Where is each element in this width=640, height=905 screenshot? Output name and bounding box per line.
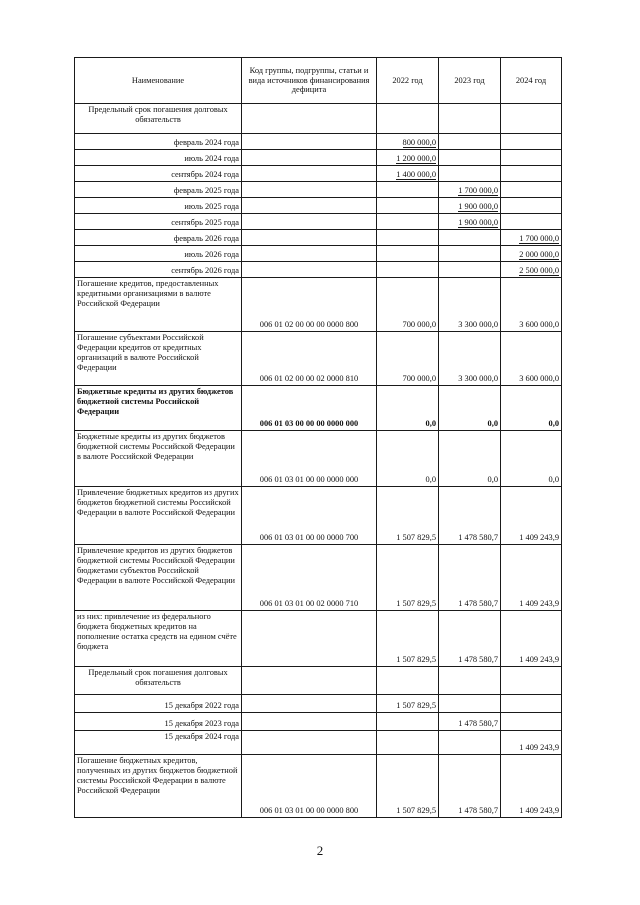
row-2024 xyxy=(501,182,562,198)
row-code xyxy=(242,246,377,262)
table-row xyxy=(75,431,562,487)
row-code: 006 01 02 00 00 02 0000 810 xyxy=(242,332,377,386)
row-2023 xyxy=(439,166,501,182)
row-2022 xyxy=(377,713,439,731)
row-name: июль 2026 года xyxy=(75,246,242,262)
row-code xyxy=(242,611,377,667)
row-2024 xyxy=(501,713,562,731)
row-2023: 1 700 000,0 xyxy=(439,182,501,198)
table-row xyxy=(75,230,562,246)
row-2024: 1 409 243,9 xyxy=(501,611,562,667)
table-header-row xyxy=(75,58,562,104)
page-number: 2 xyxy=(316,843,324,858)
table-row xyxy=(75,262,562,278)
row-2023: 1 478 580,7 xyxy=(439,713,501,731)
row-code: 006 01 03 01 00 02 0000 710 xyxy=(242,545,377,611)
row-2022 xyxy=(377,198,439,214)
row-2023 xyxy=(439,731,501,755)
row-2023: 1 900 000,0 xyxy=(439,198,501,214)
row-name: Предельный срок погашения долговых обязательств xyxy=(75,104,242,134)
row-2022 xyxy=(377,230,439,246)
table-row xyxy=(75,182,562,198)
table-row xyxy=(75,278,562,332)
row-2023 xyxy=(439,246,501,262)
row-2023 xyxy=(439,230,501,246)
table-row xyxy=(75,214,562,230)
row-code xyxy=(242,230,377,246)
row-2022 xyxy=(377,731,439,755)
row-name: Привлечение кредитов из других бюджетов бюджетной системы Российской Федерации бюджетами субъектов Российской Федерации в валюте Российской Федерации xyxy=(75,545,242,611)
header-year-2024: 2024 год xyxy=(501,58,562,104)
row-name: из них: привлечение из федерального бюджета бюджетных кредитов на пополнение остатка средств на едином счёте бюджета xyxy=(75,611,242,667)
row-2024: 1 700 000,0 xyxy=(501,230,562,246)
header-year-2022: 2022 год xyxy=(377,58,439,104)
row-2023: 3 300 000,0 xyxy=(439,332,501,386)
row-2024 xyxy=(501,695,562,713)
table-row xyxy=(75,713,562,731)
row-2024 xyxy=(501,104,562,134)
row-2022 xyxy=(377,246,439,262)
row-2022 xyxy=(377,104,439,134)
row-2023 xyxy=(439,262,501,278)
row-2022: 0,0 xyxy=(377,386,439,431)
row-code: 006 01 03 01 00 00 0000 000 xyxy=(242,431,377,487)
row-code: 006 01 02 00 00 00 0000 800 xyxy=(242,278,377,332)
row-code: 006 01 03 01 00 00 0000 700 xyxy=(242,487,377,545)
table-row xyxy=(75,332,562,386)
row-2024: 0,0 xyxy=(501,386,562,431)
row-2024: 3 600 000,0 xyxy=(501,332,562,386)
row-2024: 1 409 243,9 xyxy=(501,755,562,818)
row-2022: 1 507 829,5 xyxy=(377,611,439,667)
row-2023: 0,0 xyxy=(439,386,501,431)
row-name: Привлечение бюджетных кредитов из других бюджетов бюджетной системы Российской Федерации в валюте Российской Федерации xyxy=(75,487,242,545)
row-2023 xyxy=(439,104,501,134)
row-name: Бюджетные кредиты из других бюджетов бюджетной системы Российской Федерации xyxy=(75,386,242,431)
row-2024: 1 409 243,9 xyxy=(501,487,562,545)
row-name: сентябрь 2025 года xyxy=(75,214,242,230)
row-2022: 0,0 xyxy=(377,431,439,487)
row-name: 15 декабря 2022 года xyxy=(75,695,242,713)
row-2024: 2 500 000,0 xyxy=(501,262,562,278)
row-2024: 0,0 xyxy=(501,431,562,487)
row-2023: 1 478 580,7 xyxy=(439,487,501,545)
table-row xyxy=(75,545,562,611)
row-2022: 1 507 829,5 xyxy=(377,695,439,713)
row-2022 xyxy=(377,182,439,198)
row-name: Погашение бюджетных кредитов, полученных из других бюджетов бюджетной системы Российской Федерации в валюте Российской Федерации xyxy=(75,755,242,818)
row-name: Бюджетные кредиты из других бюджетов бюджетной системы Российской Федерации в валюте Российской Федерации xyxy=(75,431,242,487)
row-2022 xyxy=(377,262,439,278)
row-2023: 3 300 000,0 xyxy=(439,278,501,332)
row-name: февраль 2025 года xyxy=(75,182,242,198)
row-2022: 700 000,0 xyxy=(377,278,439,332)
header-year-2023: 2023 год xyxy=(439,58,501,104)
row-name: сентябрь 2026 года xyxy=(75,262,242,278)
table-row xyxy=(75,487,562,545)
row-code xyxy=(242,713,377,731)
row-code xyxy=(242,262,377,278)
row-code xyxy=(242,214,377,230)
row-2022: 800 000,0 xyxy=(377,134,439,150)
row-2023: 0,0 xyxy=(439,431,501,487)
header-code: Код группы, подгруппы, статьи и вида источников финансирования дефицита xyxy=(242,58,377,104)
table-row xyxy=(75,246,562,262)
table-row xyxy=(75,134,562,150)
row-2024 xyxy=(501,166,562,182)
table-row xyxy=(75,611,562,667)
row-code xyxy=(242,667,377,695)
row-2024: 1 409 243,9 xyxy=(501,545,562,611)
row-2023: 1 900 000,0 xyxy=(439,214,501,230)
table-row xyxy=(75,695,562,713)
row-2023: 1 478 580,7 xyxy=(439,545,501,611)
row-2024 xyxy=(501,667,562,695)
row-2024 xyxy=(501,150,562,166)
table-row xyxy=(75,755,562,818)
header-name: Наименование xyxy=(75,58,242,104)
row-2023 xyxy=(439,134,501,150)
row-name: 15 декабря 2023 года xyxy=(75,713,242,731)
table-row xyxy=(75,667,562,695)
row-code xyxy=(242,731,377,755)
row-code xyxy=(242,166,377,182)
row-2024 xyxy=(501,214,562,230)
row-2023 xyxy=(439,667,501,695)
table-row xyxy=(75,198,562,214)
row-2023 xyxy=(439,150,501,166)
row-code xyxy=(242,134,377,150)
row-2024: 1 409 243,9 xyxy=(501,731,562,755)
row-2022 xyxy=(377,667,439,695)
row-code xyxy=(242,104,377,134)
row-code: 006 01 03 01 00 00 0000 800 xyxy=(242,755,377,818)
row-2022: 700 000,0 xyxy=(377,332,439,386)
row-2022: 1 200 000,0 xyxy=(377,150,439,166)
row-name: Погашение субъектами Российской Федерации кредитов от кредитных организаций в валюте Российской Федерации xyxy=(75,332,242,386)
row-name: 15 декабря 2024 года xyxy=(75,731,242,755)
row-name: Предельный срок погашения долговых обязательств xyxy=(75,667,242,695)
row-code xyxy=(242,150,377,166)
row-name: февраль 2024 года xyxy=(75,134,242,150)
table-row xyxy=(75,150,562,166)
table-row xyxy=(75,166,562,182)
row-2022: 1 400 000,0 xyxy=(377,166,439,182)
row-2024 xyxy=(501,134,562,150)
row-2024: 2 000 000,0 xyxy=(501,246,562,262)
row-2023 xyxy=(439,695,501,713)
row-name: Погашение кредитов, предоставленных кредитными организациями в валюте Российской Федерации xyxy=(75,278,242,332)
row-name: июль 2025 года xyxy=(75,198,242,214)
table-row xyxy=(75,386,562,431)
row-code: 006 01 03 00 00 00 0000 000 xyxy=(242,386,377,431)
row-name: июль 2024 года xyxy=(75,150,242,166)
row-code xyxy=(242,695,377,713)
row-2023: 1 478 580,7 xyxy=(439,611,501,667)
row-2023: 1 478 580,7 xyxy=(439,755,501,818)
table-row xyxy=(75,731,562,755)
row-code xyxy=(242,182,377,198)
row-2022: 1 507 829,5 xyxy=(377,545,439,611)
row-2024: 3 600 000,0 xyxy=(501,278,562,332)
row-2024 xyxy=(501,198,562,214)
row-name: сентябрь 2024 года xyxy=(75,166,242,182)
row-2022: 1 507 829,5 xyxy=(377,755,439,818)
row-name: февраль 2026 года xyxy=(75,230,242,246)
row-2022: 1 507 829,5 xyxy=(377,487,439,545)
budget-sources-table xyxy=(74,57,562,818)
table-row xyxy=(75,104,562,134)
row-2022 xyxy=(377,214,439,230)
row-code xyxy=(242,198,377,214)
